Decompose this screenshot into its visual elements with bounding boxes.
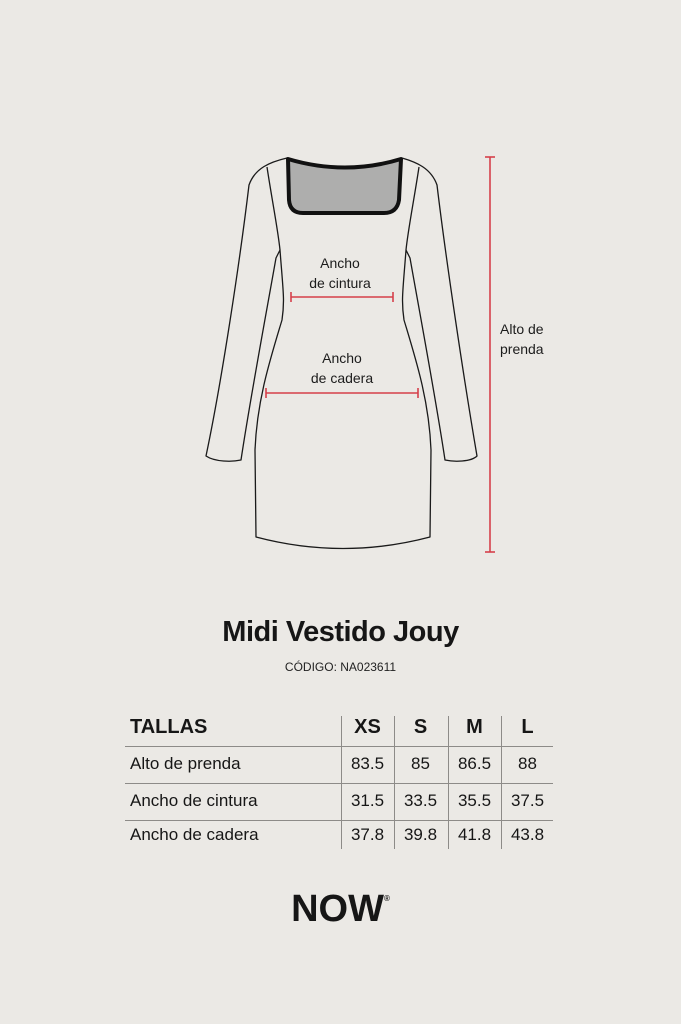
row-label: Ancho de cintura [130,791,258,810]
registered-mark: ® [383,894,390,903]
table-divider [125,783,553,784]
size-header-xs: XS [354,716,381,738]
value-l: 88 [518,754,537,773]
product-title: Midi Vestido Jouy [222,616,459,648]
row-label: Ancho de cadera [130,825,259,844]
hip-label: Ancho de cadera [310,350,374,386]
value-xs: 37.8 [350,825,385,844]
length-label: Alto de prenda [500,321,544,357]
value-m: 41.8 [457,825,492,844]
row-label: Alto de prenda [130,754,241,773]
armhole-left [267,167,280,250]
size-header-l: L [521,716,534,738]
size-header-m: M [466,716,483,738]
neckline [288,159,401,213]
table-divider [125,746,553,747]
size-header-s: S [413,716,428,738]
table-divider [125,820,553,821]
brand-logo: NOW® [291,888,390,930]
value-s: 33.5 [403,791,438,810]
value-s: 39.8 [403,825,438,844]
value-m: 35.5 [457,791,492,810]
value-xs: 31.5 [350,791,385,810]
table-header-label: TALLAS [130,716,208,738]
value-xs: 83.5 [350,754,385,773]
value-s: 85 [411,754,430,773]
product-code: CÓDIGO: NA023611 [284,660,397,674]
armhole-right [406,167,419,250]
value-m: 86.5 [457,754,492,773]
value-l: 43.8 [510,825,545,844]
waist-label: Ancho de cintura [309,255,371,291]
value-l: 37.5 [510,791,545,810]
